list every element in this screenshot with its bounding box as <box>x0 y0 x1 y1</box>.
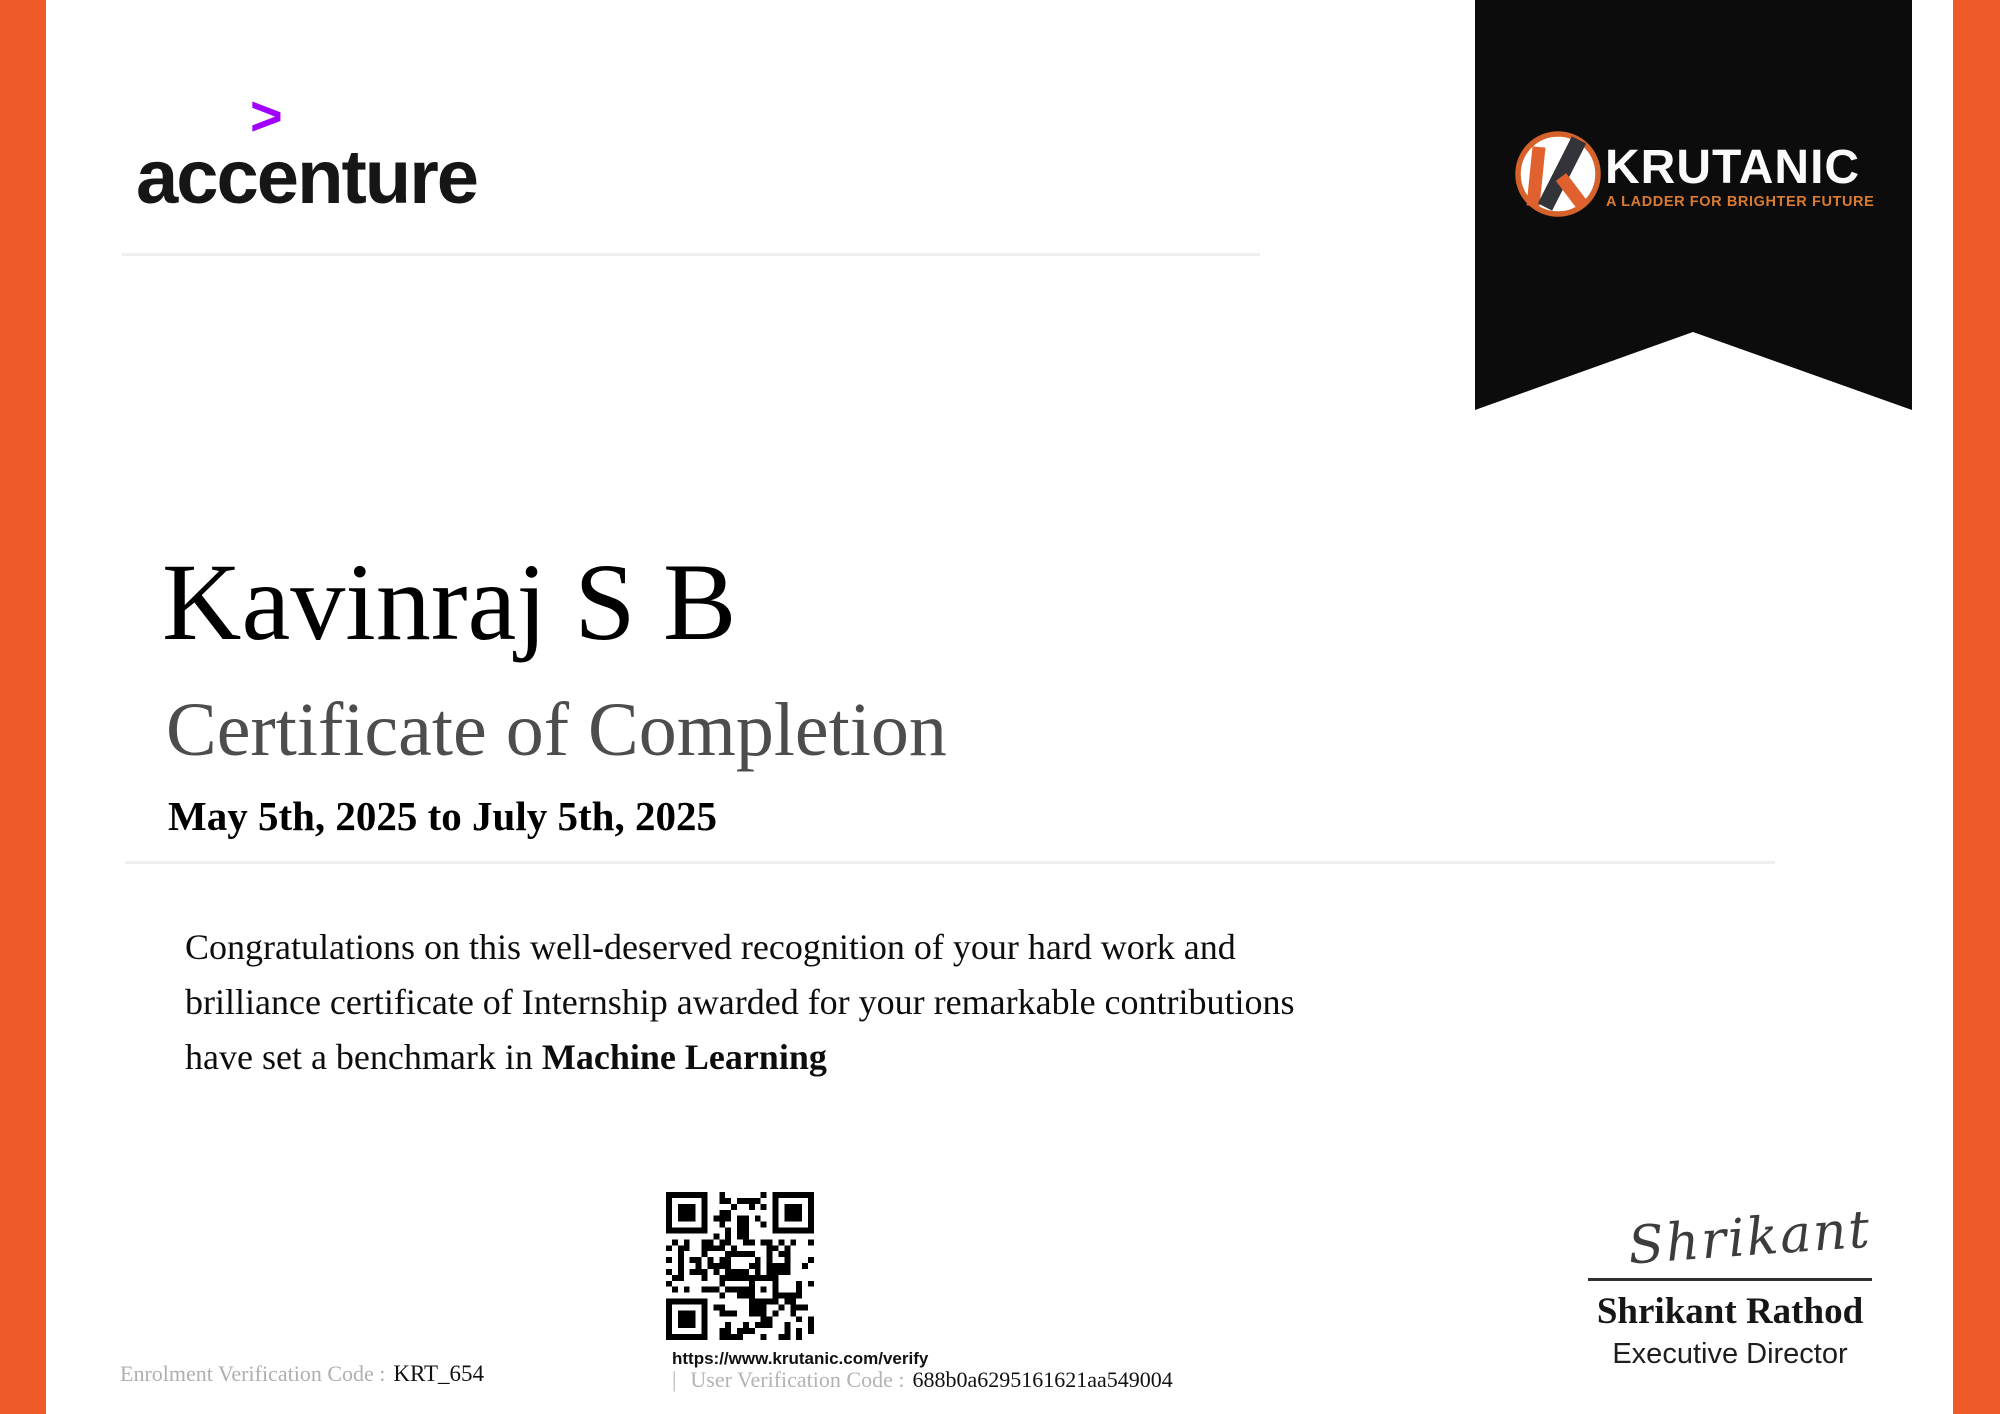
course-name: Machine Learning <box>541 1037 827 1077</box>
user-verification-label: User Verification Code : <box>690 1367 905 1392</box>
signer-name: Shrikant Rathod <box>1596 1291 1864 1332</box>
accenture-logo: accenture <box>136 135 478 220</box>
header-divider-line <box>122 253 1260 256</box>
right-orange-border <box>1953 0 2000 1414</box>
qr-verify-url: https://www.krutanic.com/verify <box>672 1349 929 1368</box>
krutanic-pennant-badge <box>1475 0 1912 412</box>
divider-bar: | <box>672 1367 677 1392</box>
enrolment-verification-code: KRT_654 <box>393 1361 484 1386</box>
body-line-1: Congratulations on this well-deserved recognition of your hard work and <box>185 927 1236 967</box>
krutanic-tagline: A LADDER FOR BRIGHTER FUTURE <box>1606 194 1875 210</box>
enrolment-verification-row <box>120 1361 484 1387</box>
certificate-date-range: May 5th, 2025 to July 5th, 2025 <box>168 793 717 839</box>
certificate-title: Certificate of Completion <box>166 688 947 772</box>
enrolment-verification-label: Enrolment Verification Code : <box>120 1361 386 1386</box>
signer-block <box>1588 1290 1872 1371</box>
recipient-name: Kavinraj S B <box>162 541 737 663</box>
signer-title: Executive Director <box>1612 1338 1848 1370</box>
qr-code <box>666 1192 814 1340</box>
krutanic-wordmark: KRUTANIC <box>1605 141 1861 194</box>
signature-line <box>1588 1278 1872 1281</box>
certificate-body-text <box>185 920 1295 1085</box>
section-divider-line <box>125 861 1775 864</box>
krutanic-k-logo-icon <box>1518 134 1598 214</box>
accenture-chevron-icon: > <box>250 84 283 147</box>
handwritten-signature: Shrikant <box>1626 1199 1874 1277</box>
user-verification-row <box>672 1367 1173 1393</box>
body-line-3 <box>185 1030 1295 1085</box>
body-line-2: brilliance certificate of Internship awarded for your remarkable contributions <box>185 982 1295 1022</box>
body-line-3-prefix: have set a benchmark in <box>185 1037 542 1077</box>
left-orange-border <box>0 0 46 1414</box>
user-verification-code: 688b0a6295161621aa549004 <box>912 1367 1173 1392</box>
